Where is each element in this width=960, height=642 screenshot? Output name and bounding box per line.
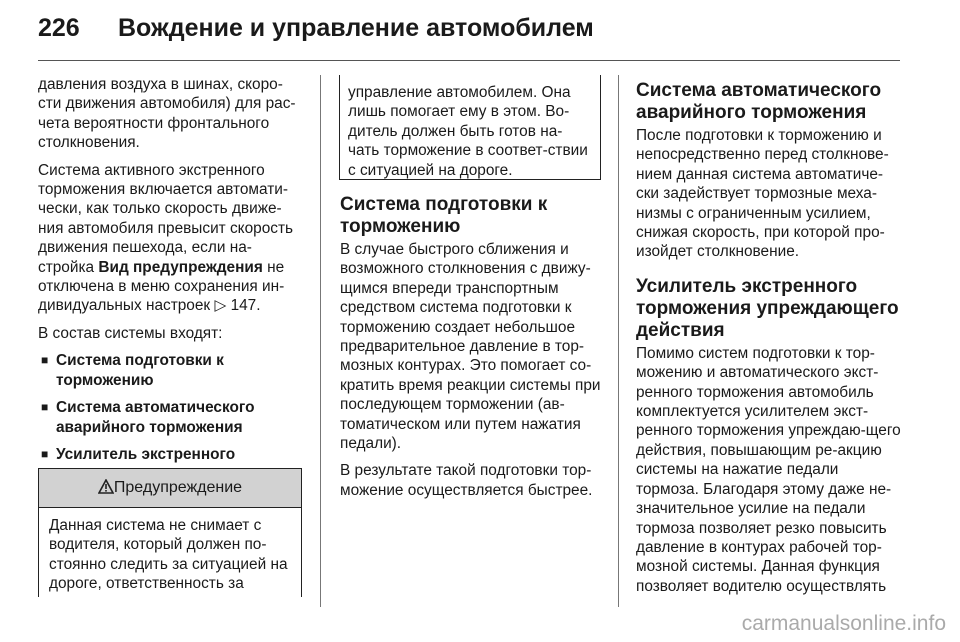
page-number: 226 xyxy=(38,14,80,42)
paragraph xyxy=(38,161,306,316)
column-middle xyxy=(340,194,602,508)
paragraph: давления воздуха в шинах, скоро-сти движения автомобиля) для рас-чета вероятности фронтального столкновения. xyxy=(38,76,296,152)
warning-box-continued xyxy=(339,75,601,180)
list-item: ■ Система подготовки к торможению xyxy=(38,351,306,390)
page-title: Вождение и управление автомобилем xyxy=(118,14,594,42)
warning-title: Предупреждение xyxy=(113,479,243,496)
text-run: Система активного экстренного торможения включается автомати-чески, как только скорость движе-ния автомобиля превысит скорость движения пешехода, если на-стройка xyxy=(38,161,294,276)
paragraph: Помимо систем подготовки к тор-можению и автоматического экст-ренного торможения автомобиль комплектуется усилителем экст-ренного торможения упреждаю-щего действия, повышающим ре-акцию системы на нажатие педали тормоза. Благодаря этому даже не-значительное усилие на педали тормоза позволяет резко повысить давление в контурах рабочей тор-мозной системы. Данная функция позволяет водителю осуществлять xyxy=(636,344,901,595)
warning-text: Данная система не снимает с водителя, который должен по-стоянно следить за ситуацией на дороге, ответственность за xyxy=(49,517,288,593)
column-left xyxy=(38,75,306,511)
warning-triangle-icon xyxy=(98,479,114,494)
page-ref-link[interactable]: 147. xyxy=(230,297,261,315)
paragraph: В состав системы входят: xyxy=(38,324,223,342)
text-run: не отключена в меню сохранения ин-дивидуальных настроек xyxy=(38,258,285,315)
section-heading: Система подготовки к торможению xyxy=(340,194,548,237)
warning-box xyxy=(38,468,302,597)
section-heading: Система автоматического аварийного торможения xyxy=(636,80,882,123)
section-heading: Усилитель экстренного торможения упреждающего действия xyxy=(636,275,899,341)
column-divider xyxy=(320,75,321,607)
watermark: carmanualsonline.info xyxy=(741,612,946,635)
header-divider xyxy=(38,60,900,61)
paragraph: В случае быстрого сближения и возможного столкновения с движу-щимся впереди транспортным средством система подготовки к торможению создает небольшое предварительное давление в тор-мозных контурах. Это помогает со-кратить время реакции системы при последующем торможении (ав-томатическом или путем нажатия педали). xyxy=(340,241,601,453)
column-divider xyxy=(618,75,619,607)
page-header xyxy=(0,0,960,60)
page-ref-icon: ▷ xyxy=(214,297,227,315)
paragraph: В результате такой подготовки тор-можение осуществляется быстрее. xyxy=(340,462,593,499)
warning-text-continued: управление автомобилем. Она лишь помогает ему в этом. Во-дитель должен быть готов на-чать торможение в соответ-ствии с ситуацией на дороге. xyxy=(348,84,588,179)
warning-header xyxy=(39,469,301,508)
list-item: ■ Усилитель экстренного xyxy=(38,445,306,503)
column-right xyxy=(636,80,902,604)
list-item: ■ Система автоматического аварийного торможения xyxy=(38,398,306,437)
paragraph: После подготовки к торможению и непосредственно перед столкнове-нием данная система автоматиче-ски задействует тормозные меха-низмы с ограниченным усилием, снижая скорость, при которой про-изойдет столкновение. xyxy=(636,127,889,261)
setting-name: Вид предупреждения xyxy=(98,258,263,276)
